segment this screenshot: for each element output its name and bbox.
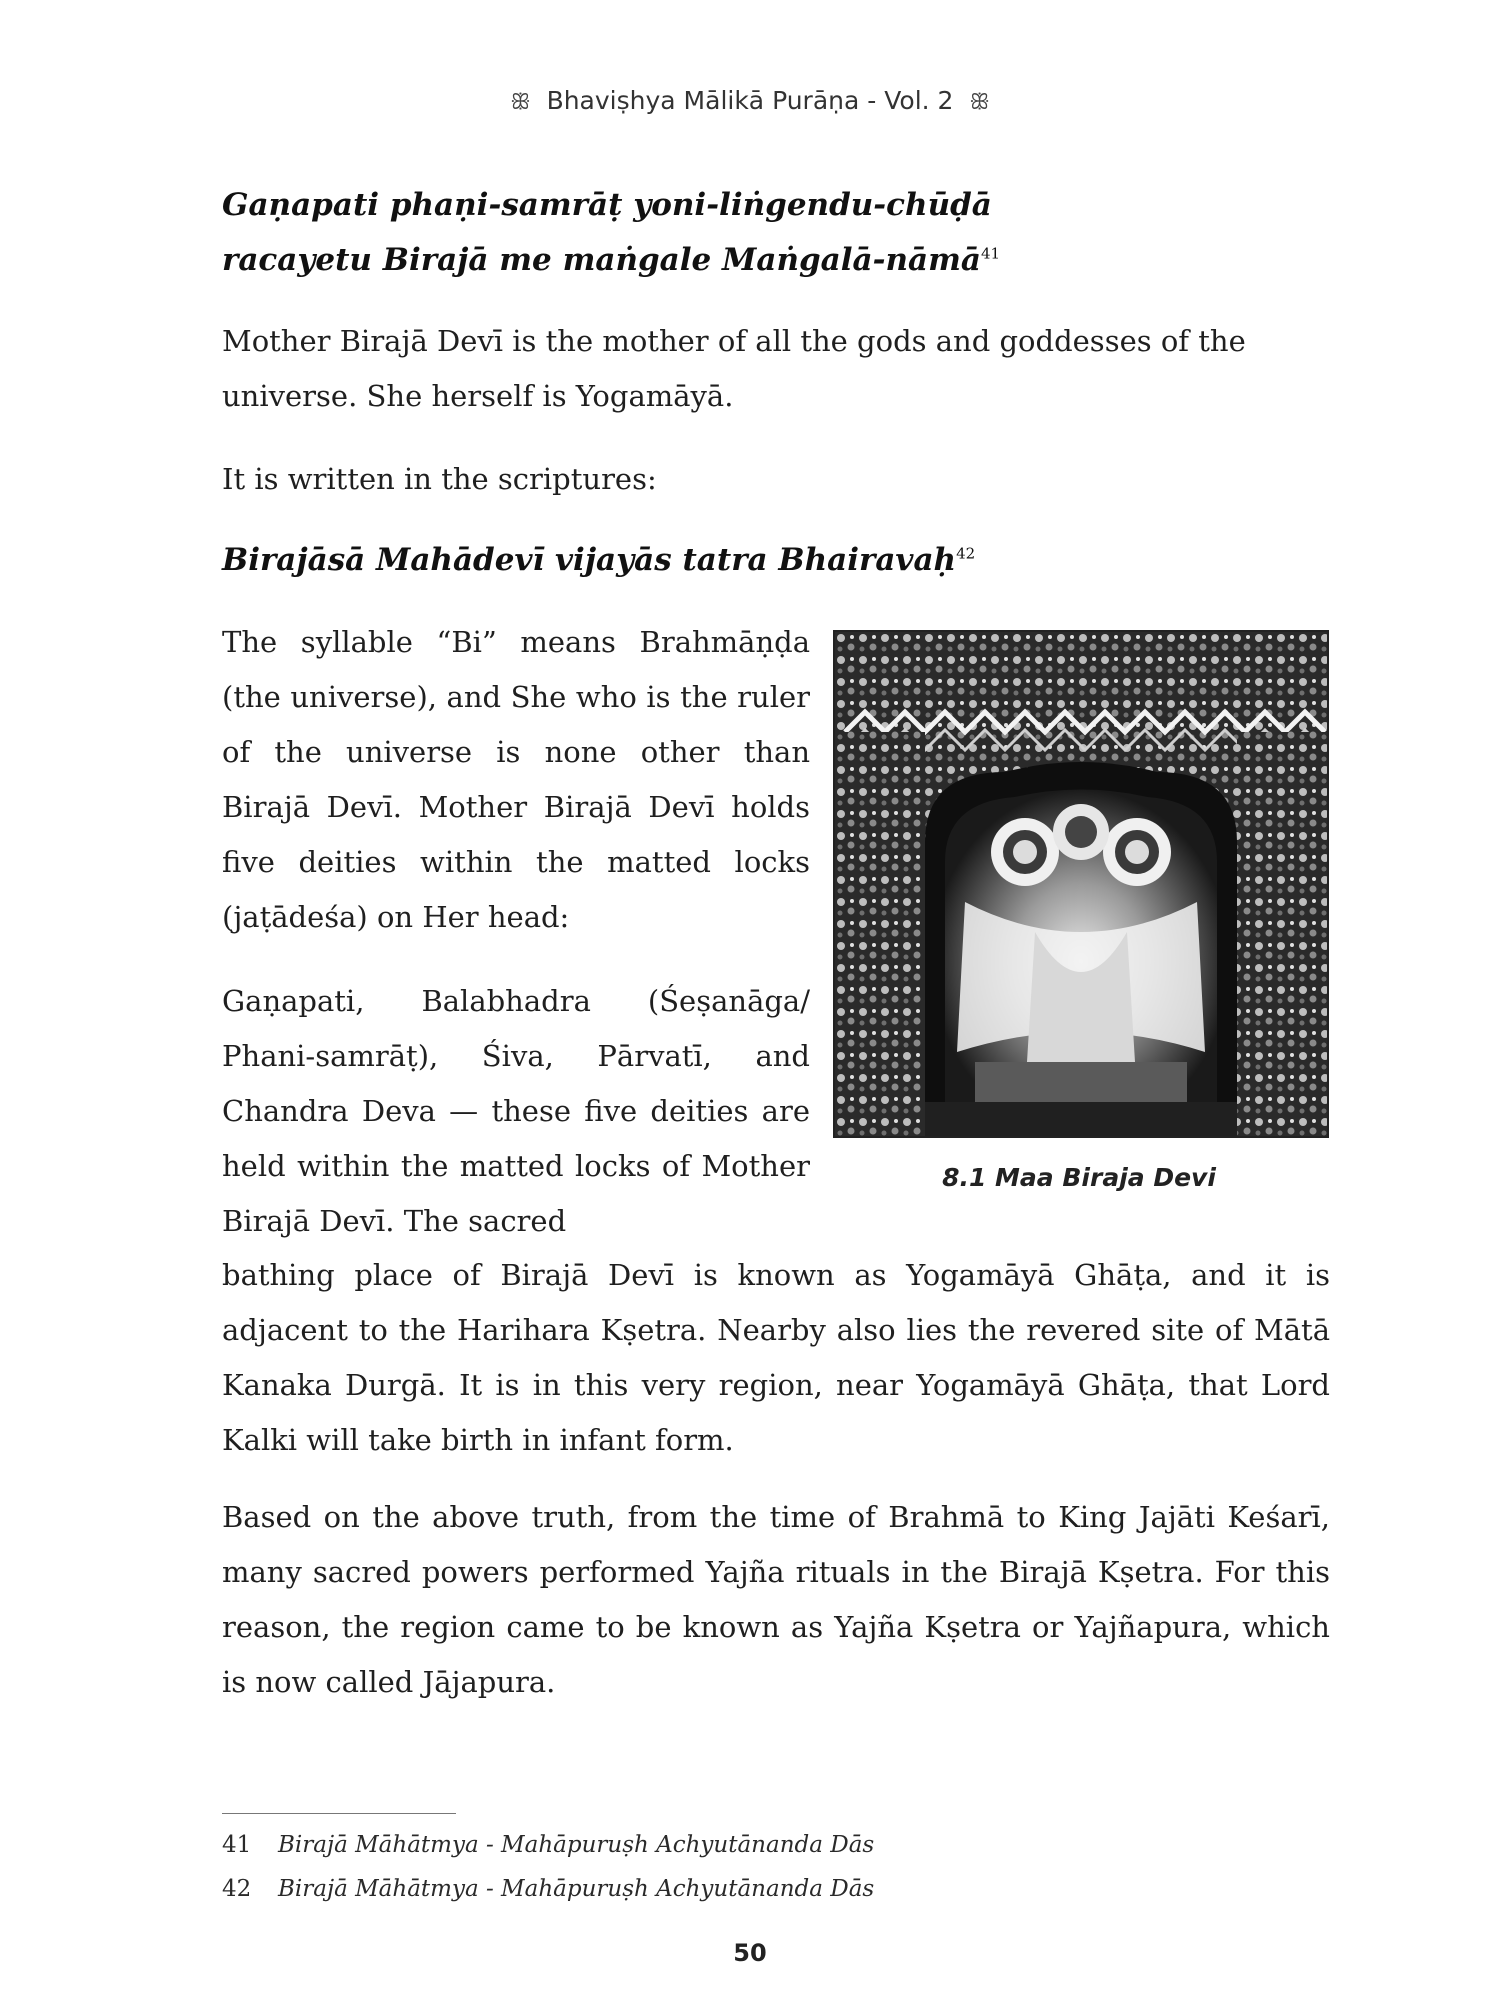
footnote-ref-42[interactable]: 42 bbox=[956, 544, 976, 563]
footnote-text: Birajā Māhātmya - Mahāpuruṣh Achyutānanda Dās bbox=[278, 1876, 875, 1902]
footnote-42 bbox=[222, 1876, 1322, 1902]
footnote-41 bbox=[222, 1832, 1322, 1858]
ornament-left-icon: ꕥ bbox=[510, 90, 531, 115]
paragraph-5: Based on the above truth, from the time of Brahmā to King Jajāti Keśarī, many sacred powers performed Yajña rituals in the Birajā Kṣetra. For this reason, the region came to be known as Yajña Kṣetra or Yajñapura, which is now called Jājapura. bbox=[222, 1500, 1330, 1699]
verse-1-line-2 bbox=[222, 233, 1332, 288]
running-header bbox=[0, 86, 1500, 115]
shrine-image bbox=[835, 632, 1327, 1136]
paragraph-4-continued: bathing place of Birajā Devī is known as Yogamāyā Ghāṭa, and it is adjacent to the Harihara Kṣetra. Nearby also lies the revered site of Mātā Kanaka Durgā. It is in this very region, near Yogamāyā Ghāṭa, that Lord Kalki will take birth in infant form. bbox=[222, 1258, 1330, 1457]
deity-photo bbox=[833, 630, 1329, 1138]
running-header-title: Bhaviṣhya Mālikā Purāṇa - Vol. 2 bbox=[546, 86, 954, 115]
footnote-text: Birajā Māhātmya - Mahāpuruṣh Achyutānanda Dās bbox=[278, 1832, 875, 1858]
footnote-number: 42 bbox=[222, 1876, 252, 1902]
verse-2-line: Birajāsā Mahādevī vijayās tatra Bhairavaḥ bbox=[222, 542, 957, 578]
verse-1-line-1: Gaṇapati phaṇi-samrāṭ yoni-liṅgendu-chūḍā bbox=[222, 187, 992, 223]
footnote-number: 41 bbox=[222, 1832, 252, 1858]
figure-caption: 8.1 Maa Biraja Devi bbox=[942, 1163, 1216, 1192]
paragraph-2: It is written in the scriptures: bbox=[222, 462, 657, 496]
ornament-right-icon: ꕥ bbox=[969, 90, 990, 115]
footnote-ref-41[interactable]: 41 bbox=[981, 244, 1001, 263]
footnote-divider bbox=[222, 1813, 456, 1814]
paragraph-1: Mother Birajā Devī is the mother of all the gods and goddesses of the universe. She herself is Yogamāyā. bbox=[222, 324, 1246, 413]
paragraph-3: The syllable “Bi” means Brahmāṇḍa (the universe), and She who is the ruler of the universe is none other than Birajā Devī. Mother Birajā Devī holds five deities within the matted locks (jaṭādeśa) on Her head: bbox=[222, 625, 810, 934]
verse-1 bbox=[222, 178, 1332, 288]
paragraph-4-wrapped: Gaṇapati, Balabhadra (Śeṣanāga/ Phani-samrāṭ), Śiva, Pārvatī, and Chandra Deva — these five deities are held within the matted locks of Mother Birajā Devī. The sacred bbox=[222, 984, 810, 1238]
verse-2 bbox=[222, 533, 1332, 588]
page-number: 50 bbox=[733, 1939, 767, 1967]
verse-1-line-2-text: racayetu Birajā me maṅgale Maṅgalā-nāmā bbox=[222, 242, 982, 278]
